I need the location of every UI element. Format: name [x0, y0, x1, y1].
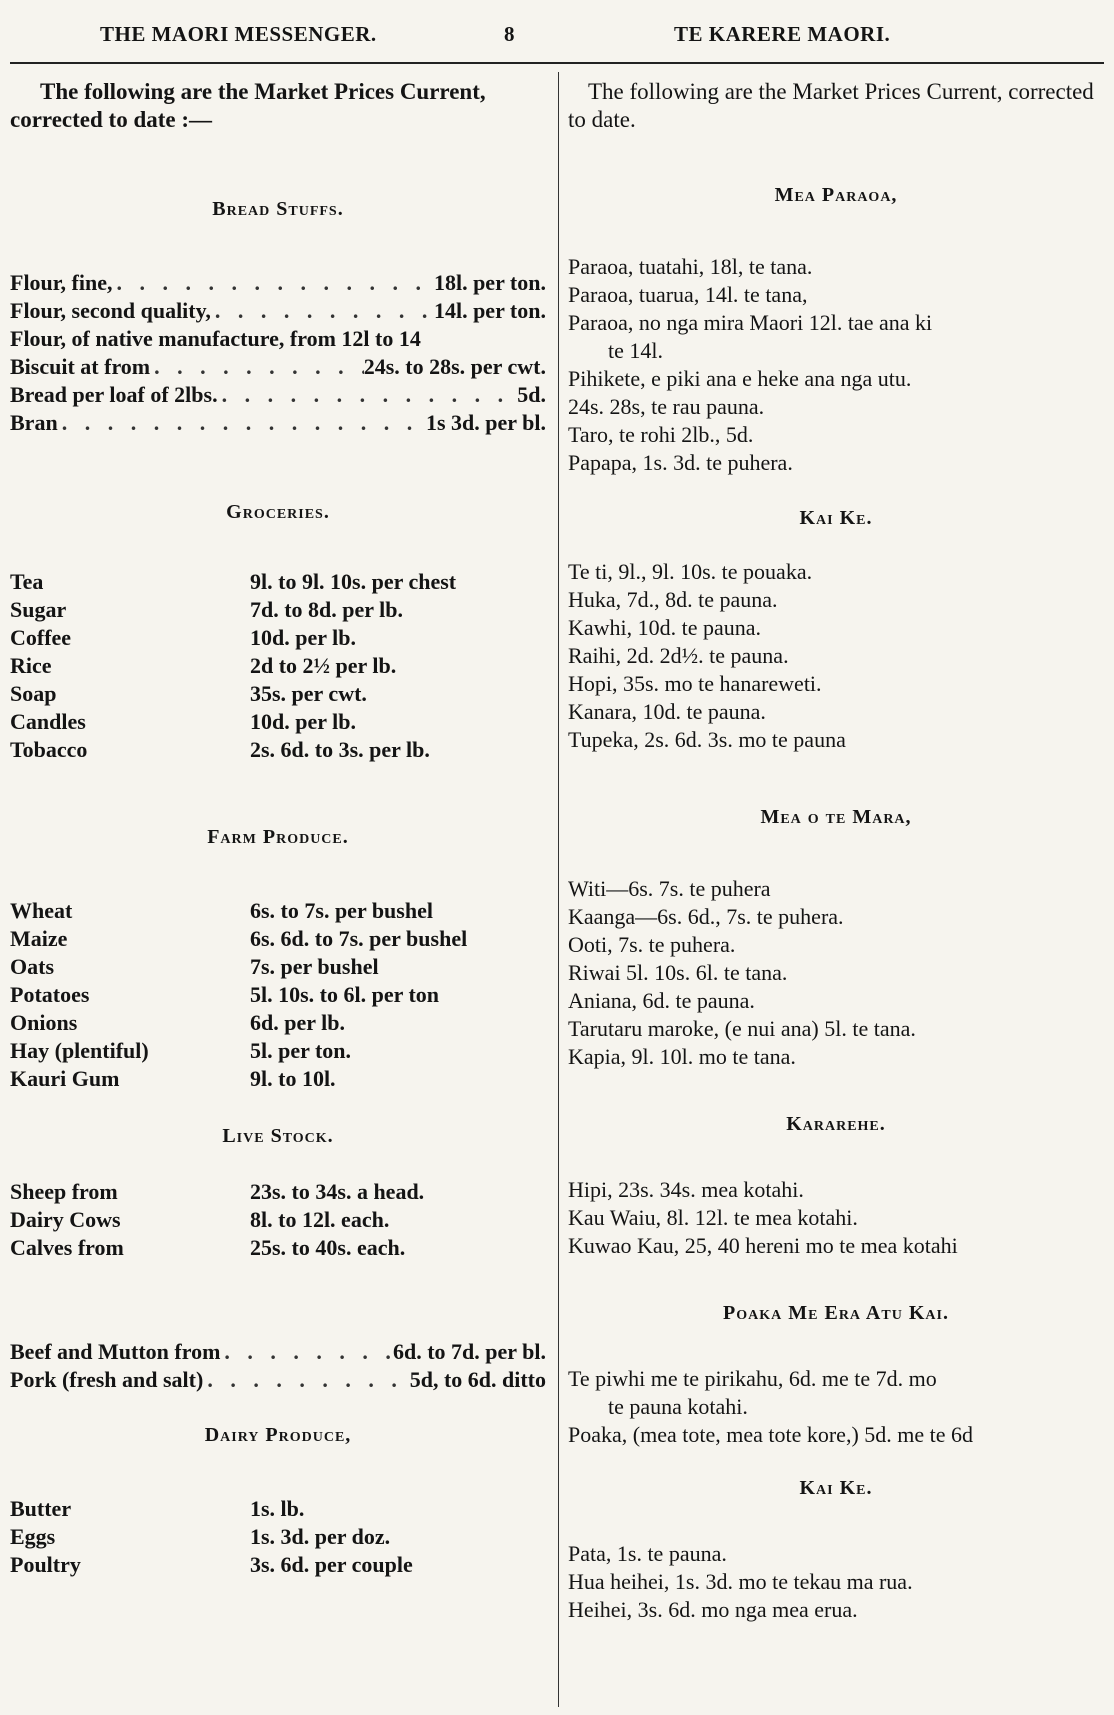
price-line: Witi—6s. 7s. te puhera	[568, 876, 771, 901]
price-line: Paraoa, tuarua, 14l. te tana,	[568, 282, 808, 307]
price-list	[568, 253, 1104, 477]
price-row: Sugar 7d. to 8d. per lb.	[10, 597, 404, 622]
price-row: Flour, fine, . . . 18l. per ton.	[10, 269, 546, 297]
maori-column	[568, 66, 1104, 1624]
price-line: Heihei, 3s. 6d. mo nga mea erua.	[568, 1597, 858, 1622]
price-line: Huka, 7d., 8d. te pauna.	[568, 587, 778, 612]
price-row: Potatoes 5l. 10s. to 6l. per ton	[10, 982, 440, 1007]
price-line: Hua heihei, 1s. 3d. mo te tekau ma rua.	[568, 1569, 913, 1594]
price-list	[10, 897, 546, 1093]
price-row: Calves from 25s. to 40s. each.	[10, 1235, 406, 1260]
price-line: Riwai 5l. 10s. 6l. te tana.	[568, 960, 788, 985]
price-line: te 14l.	[608, 338, 663, 363]
price-line: Pata, 1s. te pauna.	[568, 1541, 727, 1566]
price-row: Eggs 1s. 3d. per doz.	[10, 1524, 391, 1549]
maori-intro: The following are the Market Prices Current, corrected to date.	[568, 79, 1094, 132]
section-heading: Bread Stuffs.	[212, 198, 344, 220]
price-line: Kapia, 9l. 10l. mo te tana.	[568, 1044, 796, 1069]
price-line: Kau Waiu, 8l. 12l. te mea kotahi.	[568, 1205, 858, 1230]
price-row: Pork (fresh and salt) . . . 5d, to 6d. ditto	[10, 1366, 546, 1394]
price-line: Kuwao Kau, 25, 40 hereni mo te mea kotahi	[568, 1233, 958, 1258]
price-line: Te ti, 9l., 9l. 10s. te pouaka.	[568, 559, 813, 584]
price-list	[10, 269, 546, 437]
price-list	[10, 568, 546, 764]
price-line: Hipi, 23s. 34s. mea kotahi.	[568, 1177, 804, 1202]
price-line: Te piwhi me te pirikahu, 6d. me te 7d. mo	[568, 1366, 937, 1391]
price-line: Papapa, 1s. 3d. te puhera.	[568, 450, 793, 475]
price-row: Oats 7s. per bushel	[10, 954, 379, 979]
header-rule	[10, 62, 1104, 64]
page-number: 8	[504, 22, 515, 46]
price-line: Tupeka, 2s. 6d. 3s. mo te pauna	[568, 727, 846, 752]
section-heading: Dairy Produce,	[204, 1424, 352, 1446]
price-row: Wheat 6s. to 7s. per bushel	[10, 898, 433, 923]
section-heading: Groceries.	[226, 501, 330, 523]
section-heading: Mea Paraoa,	[774, 184, 898, 206]
price-row: Beef and Mutton from . . . 6d. to 7d. per bl.	[10, 1338, 546, 1366]
section-heading: Kai Ke.	[799, 1477, 873, 1499]
column-divider	[558, 72, 559, 1707]
price-row: Dairy Cows 8l. to 12l. each.	[10, 1207, 390, 1232]
price-line: Paraoa, no nga mira Maori 12l. tae ana ki	[568, 310, 933, 335]
price-line: Paraoa, tuatahi, 18l, te tana.	[568, 254, 813, 279]
price-list	[568, 1365, 1104, 1449]
price-row: Kauri Gum 9l. to 10l.	[10, 1066, 336, 1091]
price-row: Poultry 3s. 6d. per couple	[10, 1552, 413, 1577]
price-line: Poaka, (mea tote, mea tote kore,) 5d. me te 6d	[568, 1422, 974, 1447]
price-row: Bran . . . 1s 3d. per bl.	[10, 409, 546, 437]
price-row: Biscuit at from . . . 24s. to 28s. per cwt.	[10, 353, 546, 381]
price-list	[568, 1540, 1104, 1624]
section-heading: Poaka Me Era Atu Kai.	[723, 1302, 949, 1324]
price-line: Hopi, 35s. mo te hanareweti.	[568, 671, 822, 696]
section-heading: Kai Ke.	[799, 507, 873, 529]
price-row: Butter 1s. lb.	[10, 1496, 305, 1521]
left-title: THE MAORI MESSENGER.	[100, 22, 377, 46]
price-line: Kawhi, 10d. te pauna.	[568, 615, 762, 640]
price-line: Raihi, 2d. 2d½. te pauna.	[568, 643, 789, 668]
price-list	[10, 1338, 546, 1394]
price-line: 24s. 28s, te rau pauna.	[568, 394, 765, 419]
section-heading: Mea o te Mara,	[760, 806, 912, 828]
price-line: Kanara, 10d. te pauna.	[568, 699, 766, 724]
price-row: Flour, second quality, . . . 14l. per ton.	[10, 297, 546, 325]
price-line: Ooti, 7s. te puhera.	[568, 932, 736, 957]
price-row: Onions 6d. per lb.	[10, 1010, 345, 1035]
section-heading: Live Stock.	[222, 1125, 334, 1147]
price-line: te pauna kotahi.	[608, 1394, 748, 1419]
price-line: Taro, te rohi 2lb., 5d.	[568, 422, 754, 447]
price-row: Coffee 10d. per lb.	[10, 625, 356, 650]
price-row: Tobacco 2s. 6d. to 3s. per lb.	[10, 737, 430, 762]
price-row: Tea 9l. to 9l. 10s. per chest	[10, 569, 457, 594]
section-heading: Farm Produce.	[207, 826, 349, 848]
right-title: TE KARERE MAORI.	[674, 22, 891, 46]
price-row: Bread per loaf of 2lbs. . . . 5d.	[10, 381, 546, 409]
price-line: Pihikete, e piki ana e heke ana nga utu.	[568, 366, 912, 391]
price-row: Rice 2d to 2½ per lb.	[10, 653, 397, 678]
price-list	[10, 1495, 546, 1579]
english-intro: The following are the Market Prices Current, corrected to date :—	[10, 79, 486, 132]
price-list	[10, 1178, 546, 1262]
price-line: Tarutaru maroke, (e nui ana) 5l. te tana.	[568, 1016, 916, 1041]
price-list	[568, 875, 1104, 1071]
section-heading: Kararehe.	[786, 1113, 886, 1135]
price-list	[568, 558, 1104, 754]
english-column	[10, 66, 546, 1579]
price-row: Maize 6s. 6d. to 7s. per bushel	[10, 926, 468, 951]
price-list	[568, 1176, 1104, 1260]
price-row: Sheep from 23s. to 34s. a head.	[10, 1179, 425, 1204]
price-row: Flour, of native manufacture, from 12l to 14	[10, 326, 421, 351]
price-row: Soap 35s. per cwt.	[10, 681, 367, 706]
price-row: Candles 10d. per lb.	[10, 709, 356, 734]
price-line: Kaanga—6s. 6d., 7s. te puhera.	[568, 904, 844, 929]
page-header	[0, 0, 1114, 62]
price-line: Aniana, 6d. te pauna.	[568, 988, 755, 1013]
price-row: Hay (plentiful) 5l. per ton.	[10, 1038, 352, 1063]
